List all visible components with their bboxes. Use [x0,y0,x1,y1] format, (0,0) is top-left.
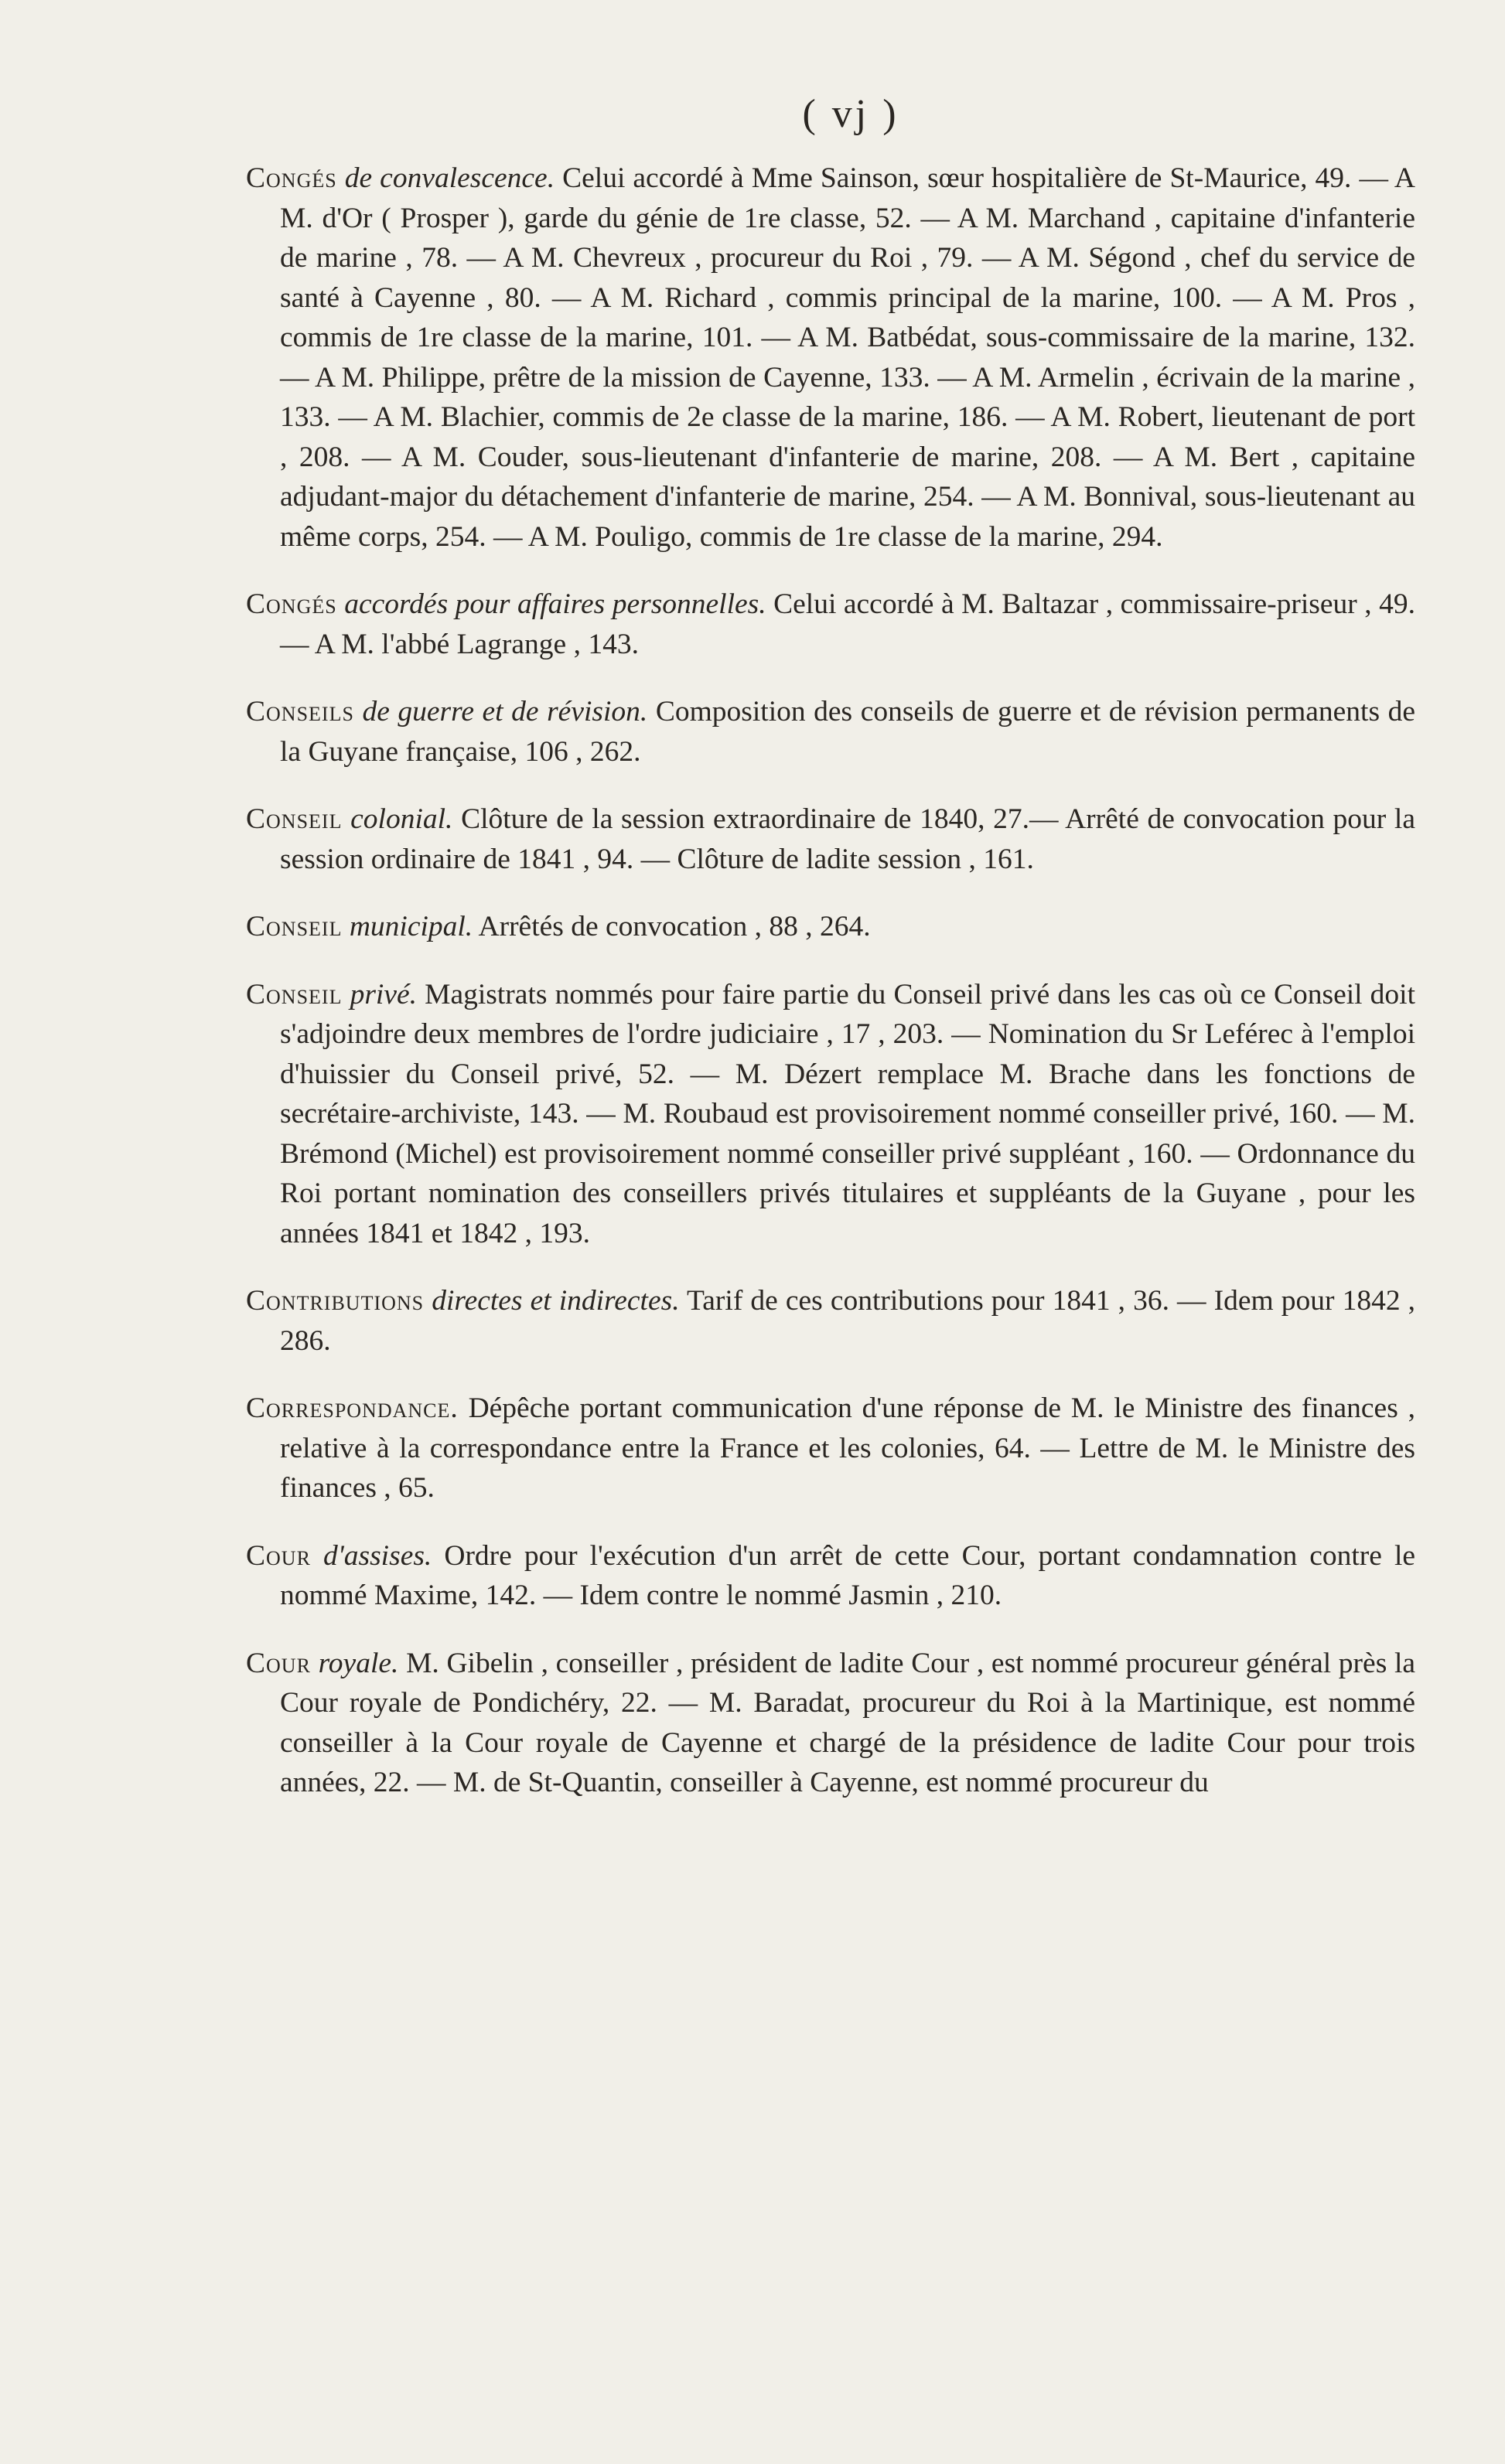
index-entry [246,799,1415,879]
entry-heading: Conseil [246,978,343,1010]
entry-subheading: de guerre et de révision. [362,696,648,728]
entry-text: Dépêche portant communication d'une réponse de M. le Ministre des finances , relative à la correspondance entre la France et les colonies, 64. — Lettre de M. le Ministre des finances , 65. [280,1392,1415,1504]
entry-subheading: royale. [318,1647,399,1679]
index-entry [246,692,1415,772]
entry-subheading: municipal. [349,911,473,942]
entry-subheading: directes et indirectes. [432,1285,680,1317]
entry-subheading: colonial. [350,803,453,835]
entry-heading: Conseils [246,696,354,728]
page-number: ( vj ) [802,92,899,136]
entry-heading: Congés [246,162,337,194]
index-entry [246,1389,1415,1508]
entry-heading: Contributions [246,1285,425,1317]
index-entry [246,584,1415,664]
index-entry [246,907,1415,947]
index-entry [246,975,1415,1254]
entry-heading: Correspondance. [246,1392,459,1424]
entry-subheading: accordés pour affaires personnelles. [344,588,766,620]
index-entries [246,158,1415,1831]
entry-text: Tarif de ces contributions pour 1841 , 36. — Idem pour 1842 , 286. [280,1285,1416,1357]
entry-subheading: de convalescence. [344,162,555,194]
entry-heading: Cour [246,1647,311,1679]
entry-heading: Conseil [246,803,343,835]
entry-heading: Congés [246,588,337,620]
index-entry [246,1536,1415,1616]
index-entry [246,158,1415,557]
index-entry [246,1281,1415,1361]
index-entry [246,1644,1415,1803]
entry-subheading: privé. [350,978,418,1010]
entry-subheading: d'assises. [322,1539,432,1572]
entry-text: Arrêtés de convocation , 88 , 264. [478,911,871,942]
entry-text: Clôture de la session extraordinaire de 1840, 27.— Arrêté de convocation pour la session ordinaire de 1841 , 94. — Clôture de ladite session , 161. [280,803,1415,875]
entry-text: Magistrats nommés pour faire partie du Conseil privé dans les cas où ce Conseil doit s'adjoindre deux membres de l'ordre judiciaire , 17 , 203. — Nomination du Sr Leférec à l'emploi d'huissier du Conseil privé, 52. — M. Dézert remplace M. Brache dans les fonctions de secrétaire-archiviste, 143. — M. Roubaud est provisoirement nommé conseiller privé, 160. — M. Brémond (Michel) est provisoirement nommé conseiller privé suppléant , 160. — Ordonnance du Roi portant nomination des conseillers privés titulaires et suppléants de la Guyane , pour les années 1841 et 1842 , 193. [280,978,1416,1249]
entry-heading: Conseil [246,911,343,942]
entry-heading: Cour [246,1539,311,1572]
entry-text: Celui accordé à M. Baltazar , commissaire-priseur , 49. — A M. l'abbé Lagrange , 143. [280,588,1415,660]
entry-text: Composition des conseils de guerre et de révision permanents de la Guyane française, 106 , 262. [280,696,1415,768]
entry-text: Celui accordé à Mme Sainson, sœur hospitalière de St-Maurice, 49. — A M. d'Or ( Prosper ), garde du génie de 1re classe, 52. — A M. Marchand , capitaine d'infanterie de marine , 78. — A M. Chevreux , procureur du Roi , 79. — A M. Ségond , chef du service de santé à Cayenne , 80. — A M. Richard , commis principal de la marine, 100. — A M. Pros , commis de 1re classe de la marine, 101. — A M. Batbédat, sous-commissaire de la marine, 132. — A M. Philippe, prêtre de la mission de Cayenne, 133. — A M. Armelin , écrivain de la marine , 133. — A M. Blachier, commis de 2e classe de la marine, 186. — A M. Robert, lieutenant de port , 208. — A M. Couder, sous-lieutenant d'infanterie de marine, 208. — A M. Bert , capitaine adjudant-major du détachement d'infanterie de marine, 254. — A M. Bonnival, sous-lieutenant au même corps, 254. — A M. Pouligo, commis de 1re classe de la marine, 294. [280,162,1416,553]
entry-text: Ordre pour l'exécution d'un arrêt de cette Cour, portant condamnation contre le nommé Maxime, 142. — Idem contre le nommé Jasmin , 210. [280,1539,1416,1611]
entry-text: M. Gibelin , conseiller , président de ladite Cour , est nommé procureur général près la Cour royale de Pondichéry, 22. — M. Baradat, procureur du Roi à la Martinique, est nommé conseiller à la Cour royale de Cayenne et chargé de la présidence de ladite Cour pour trois années, 22. — M. de St-Quantin, conseiller à Cayenne, est nommé procureur du [280,1647,1416,1798]
